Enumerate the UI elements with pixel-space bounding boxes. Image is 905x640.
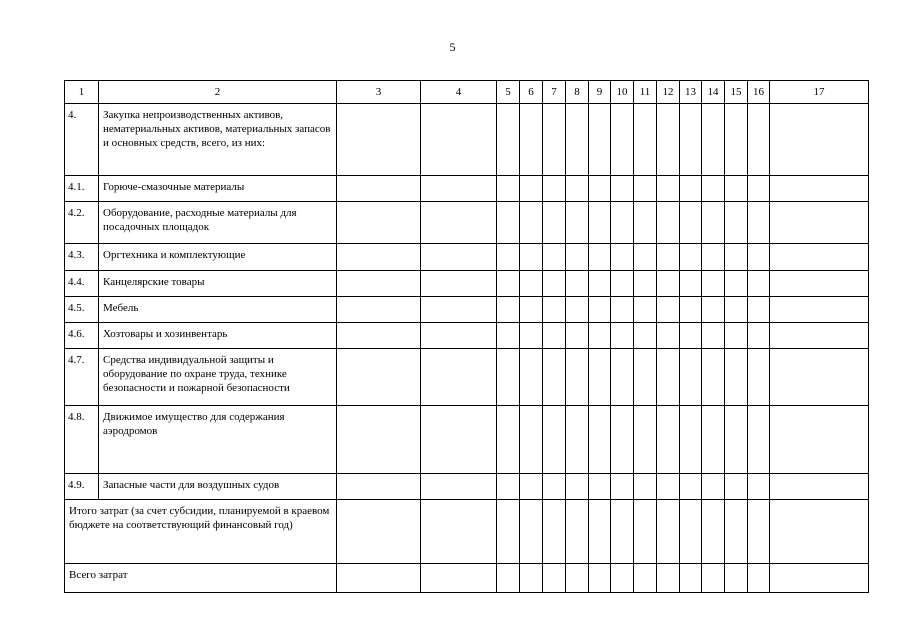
header-cell: 16 xyxy=(748,81,770,104)
header-cell: 5 xyxy=(497,81,520,104)
table-row xyxy=(65,297,869,323)
row-name: Движимое имущество для содержания аэродромов xyxy=(99,406,337,474)
row-name: Запасные части для воздушных судов xyxy=(99,474,337,500)
header-cell: 2 xyxy=(99,81,337,104)
table-row xyxy=(65,244,869,271)
table-row xyxy=(65,104,869,176)
header-cell: 3 xyxy=(337,81,421,104)
total-label: Итого затрат (за счет субсидии, планируемой в краевом бюджете на соответствующий финансовый год) xyxy=(65,500,337,564)
row-name: Оборудование, расходные материалы для посадочных площадок xyxy=(99,202,337,244)
row-number: 4.7. xyxy=(65,349,99,406)
row-number: 4. xyxy=(65,104,99,176)
row-number: 4.1. xyxy=(65,176,99,202)
row-number: 4.2. xyxy=(65,202,99,244)
row-number: 4.9. xyxy=(65,474,99,500)
grand-total-row xyxy=(65,564,869,593)
grand-total-label: Всего затрат xyxy=(65,564,337,593)
header-cell: 14 xyxy=(702,81,725,104)
table-row xyxy=(65,323,869,349)
header-cell: 11 xyxy=(634,81,657,104)
row-name: Закупка непроизводственных активов, нематериальных активов, материальных запасов и основных средств, всего, из них: xyxy=(99,104,337,176)
header-cell: 9 xyxy=(589,81,611,104)
row-number: 4.3. xyxy=(65,244,99,271)
row-number: 4.6. xyxy=(65,323,99,349)
row-name: Хозтовары и хозинвентарь xyxy=(99,323,337,349)
row-name: Мебель xyxy=(99,297,337,323)
header-cell: 6 xyxy=(520,81,543,104)
table-row xyxy=(65,202,869,244)
row-name: Канцелярские товары xyxy=(99,271,337,297)
header-cell: 7 xyxy=(543,81,566,104)
header-cell: 1 xyxy=(65,81,99,104)
page-number: 5 xyxy=(449,40,456,54)
expense-table xyxy=(64,80,869,593)
header-cell: 4 xyxy=(421,81,497,104)
header-cell: 15 xyxy=(725,81,748,104)
header-cell: 17 xyxy=(770,81,869,104)
total-row xyxy=(65,500,869,564)
row-number: 4.4. xyxy=(65,271,99,297)
table-row xyxy=(65,474,869,500)
table-row xyxy=(65,271,869,297)
header-row xyxy=(65,81,869,104)
header-cell: 8 xyxy=(566,81,589,104)
table-row xyxy=(65,406,869,474)
row-number: 4.8. xyxy=(65,406,99,474)
row-name: Горюче-смазочные материалы xyxy=(99,176,337,202)
table-row xyxy=(65,349,869,406)
header-cell: 12 xyxy=(657,81,680,104)
header-cell: 10 xyxy=(611,81,634,104)
header-cell: 13 xyxy=(680,81,702,104)
table-row xyxy=(65,176,869,202)
row-name: Средства индивидуальной защиты и оборудование по охране труда, технике безопасности и пожарной безопасности xyxy=(99,349,337,406)
row-number: 4.5. xyxy=(65,297,99,323)
row-name: Оргтехника и комплектующие xyxy=(99,244,337,271)
